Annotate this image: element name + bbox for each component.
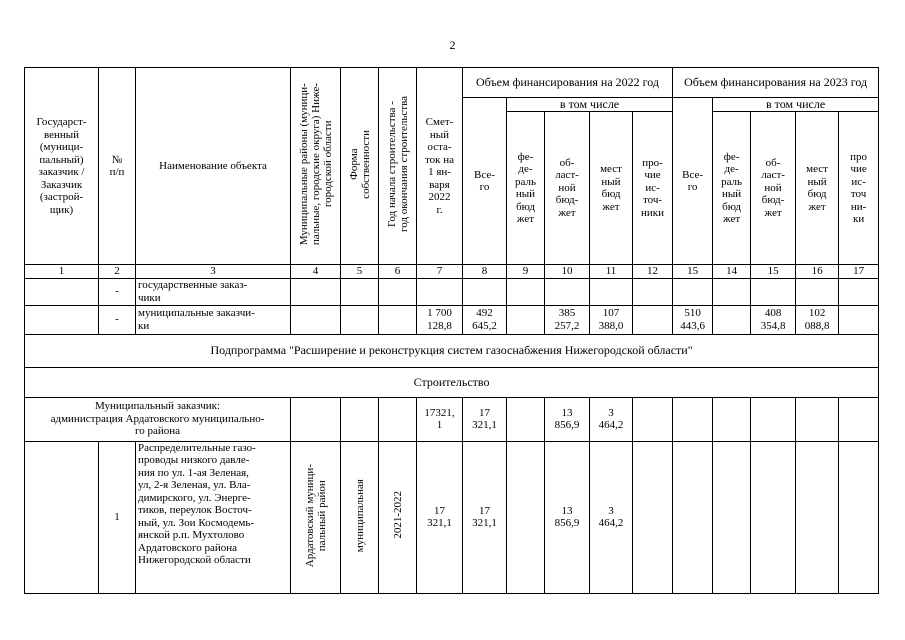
section-title: Строительство bbox=[25, 367, 879, 397]
row-number: 1 bbox=[99, 441, 136, 593]
column-number: 14 bbox=[713, 265, 751, 279]
column-number: 15 bbox=[751, 265, 796, 279]
cell-estimate: 1 700 128,8 bbox=[417, 305, 463, 334]
header-regional-2023: об- ласт- ной бюд- жет bbox=[751, 112, 796, 265]
header-estimate: Смет- ный оста- ток на 1 ян- варя 2022 г. bbox=[417, 68, 463, 265]
section-row bbox=[25, 367, 879, 397]
table-row-state-customers bbox=[25, 278, 879, 305]
cell-local-2023: 102 088,8 bbox=[796, 305, 839, 334]
table-row-customer bbox=[25, 397, 879, 441]
object-ownership: муниципальная bbox=[353, 478, 366, 552]
header-federal-2022: фе- де- раль ный бюд жет bbox=[507, 112, 545, 265]
header-other-2023: про чие ис- точ ни- ки bbox=[839, 112, 879, 265]
column-number: 2 bbox=[99, 265, 136, 279]
row-name: муниципальные заказчи- ки bbox=[136, 305, 291, 334]
column-number: 17 bbox=[839, 265, 879, 279]
header-customer: Государст- венный (муници- пальный) заказчик / Заказчик (застрой- щик) bbox=[25, 68, 99, 265]
column-number-row bbox=[25, 265, 879, 279]
cell-regional-2022: 385 257,2 bbox=[545, 305, 590, 334]
header-funding-2023: Объем финансирования на 2023 год bbox=[673, 68, 879, 98]
column-number: 3 bbox=[136, 265, 291, 279]
financing-table bbox=[24, 67, 879, 594]
cell-total-2022: 17 321,1 bbox=[463, 397, 507, 441]
page-number: 2 bbox=[449, 38, 456, 52]
row-number: - bbox=[99, 305, 136, 334]
table-row-municipal-customers bbox=[25, 305, 879, 334]
header-object-name: Наименование объекта bbox=[136, 68, 291, 265]
header-funding-2022: Объем финансирования на 2022 год bbox=[463, 68, 673, 98]
header-other-2022: про- чие ис- точ- ники bbox=[633, 112, 673, 265]
header-districts: Муниципальные районы (муници- пальные, городские округа) Ниже- городской области bbox=[297, 83, 334, 246]
cell-local-2022: 3 464,2 bbox=[590, 397, 633, 441]
column-number: 7 bbox=[417, 265, 463, 279]
cell-estimate: 17321, 1 bbox=[417, 397, 463, 441]
cell-total-2022: 492 645,2 bbox=[463, 305, 507, 334]
header-number: № п/п bbox=[99, 68, 136, 265]
header-row-1 bbox=[25, 68, 879, 98]
object-name: Распределительные газо- проводы низкого давле- ния по ул. 1-ая Зеленая, ул, 2-я Зеленая, ул. Вла- димирского, ул. Энерге- тиков, переулок Восточ- ный, ул. Зои Космодемь- янской р.п. Мухтолово Ардатовского района Нижегородской области bbox=[136, 441, 291, 593]
cell-local-2022: 107 388,0 bbox=[590, 305, 633, 334]
column-number: 8 bbox=[463, 265, 507, 279]
cell-regional-2022: 13 856,9 bbox=[545, 441, 590, 593]
column-number: 5 bbox=[341, 265, 379, 279]
header-years: Год начала строительства - год окончания строительства bbox=[385, 96, 410, 233]
subprogram-row bbox=[25, 334, 879, 367]
object-district: Ардатовский муници- пальный район bbox=[303, 463, 328, 567]
subprogram-title: Подпрограмма "Расширение и реконструкция систем газоснабжения Нижегородской области" bbox=[25, 334, 879, 367]
header-local-2022: мест ный бюд жет bbox=[590, 112, 633, 265]
column-number: 10 bbox=[545, 265, 590, 279]
column-number: 6 bbox=[379, 265, 417, 279]
header-including-2022: в том числе bbox=[507, 98, 673, 112]
header-regional-2022: об- ласт- ной бюд- жет bbox=[545, 112, 590, 265]
cell-estimate: 17 321,1 bbox=[417, 441, 463, 593]
header-ownership: Форма собственности bbox=[347, 129, 372, 199]
row-number: - bbox=[99, 278, 136, 305]
cell-regional-2023: 408 354,8 bbox=[751, 305, 796, 334]
object-years: 2021-2022 bbox=[391, 491, 404, 540]
header-total-2023: Все- го bbox=[673, 98, 713, 265]
customer-name: Муниципальный заказчик: администрация Ардатовского муниципально- го района bbox=[25, 397, 291, 441]
header-federal-2023: фе- де- раль ный бюд жет bbox=[713, 112, 751, 265]
cell-total-2022: 17 321,1 bbox=[463, 441, 507, 593]
cell-local-2022: 3 464,2 bbox=[590, 441, 633, 593]
column-number: 16 bbox=[796, 265, 839, 279]
header-local-2023: мест ный бюд жет bbox=[796, 112, 839, 265]
column-number: 12 bbox=[633, 265, 673, 279]
header-including-2023: в том числе bbox=[713, 98, 879, 112]
column-number: 15 bbox=[673, 265, 713, 279]
column-number: 4 bbox=[291, 265, 341, 279]
cell-total-2023: 510 443,6 bbox=[673, 305, 713, 334]
table-row-object bbox=[25, 441, 879, 593]
header-total-2022: Все- го bbox=[463, 98, 507, 265]
column-number: 1 bbox=[25, 265, 99, 279]
column-number: 11 bbox=[590, 265, 633, 279]
row-name: государственные заказ- чики bbox=[136, 278, 291, 305]
column-number: 9 bbox=[507, 265, 545, 279]
cell-regional-2022: 13 856,9 bbox=[545, 397, 590, 441]
